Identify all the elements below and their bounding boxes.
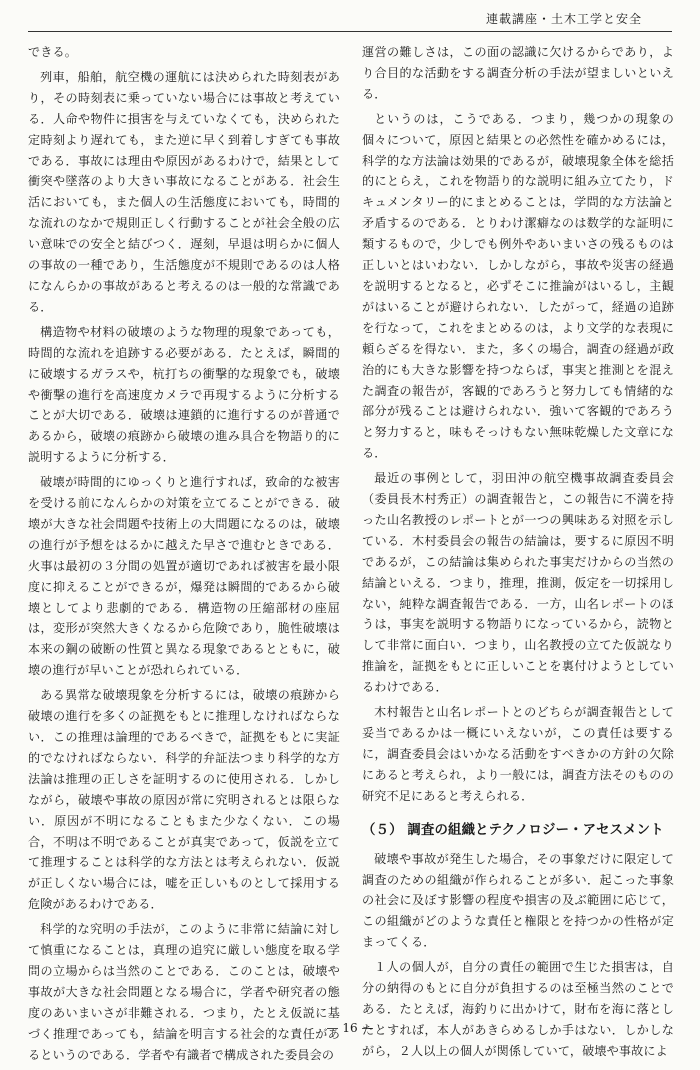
paragraph: 最近の事例として，羽田沖の航空機事故調査委員会（委員長木村秀正）の調査報告と，この報告に不満を持った山名教授のレポートとが一つの興味ある対照を示している．木村委員会の報告の結論は，要するに原因不明であるが，この結論は集められた事実だけからの当然の結論といえる．つまり，推理，推測，仮定を一切採用しない，純粋な調査報告である．一方，山名レポートのほうは，事実を説明する物語りになっているから，読物として非常に面白い．つまり，山名教授の立てた仮説なり推論を，証拠をもとに正しいことを裏付けようとしているわけである． (362, 471, 674, 695)
paragraph: 列車，船舶，航空機の運航には決められた時刻表があり，その時刻表に乗っていない場合には事故と考えている．人命や物件に損害を与えていなくても，決められた定時刻より遅れても，また逆に早く到着しすぎても事故である．事故には理由や原因があるわけで，結果として衝突や墜落のより大きい事故になることがある．社会生活においても，また個人の生活態度においても，時間的な流れのなかで規則正しく行動することが社会全般の広い意味での安全と結びつく．遅刻，早退は明らかに個人の事故の一種であり，生活態度が不規則であるのは人格になんらかの事故があると考えるのは一般的な常識である． (28, 69, 340, 314)
paragraph: 破壊が時間的にゆっくりと進行すれば，致命的な被害を受ける前になんらかの対策を立てることができる．破壊が大きな社会問題や技術上の大問題になるのは，破壊の進行が予想をはるかに越えた早さで進むときである．火事は最初の３分間の処置が適切であれば被害を最小限度に抑えることができるが，爆発は瞬間的であるから破壊としてより悲劇的である．構造物の圧縮部材の座屈は，変形が突然大きくなるから危険であり，脆性破壊は本来の鋼の破断の性質と異なる現象であるとともに，破壊の進行が早いことが恐れられている． (28, 475, 340, 678)
left-column (28, 42, 340, 1070)
paragraph: というのは，こうである．つまり，幾つかの現象の個々について，原因と結果との必然性を確かめるには，科学的な方法論は効果的であるが，破壊現象全体を総括的にとらえ，これを物語り的な説明に組み立てたり，ドキュメンタリー的にまとめることは，学問的な方法論と矛盾するのである．とりわけ潔癖なのは数学的な証明に類するもので，少しでも例外やあいまいさの残るものは正しいとはいわない．しかしながら，事故や災害の経過を説明するとなると，必ずそこに推論がはいるし，主観がはいることが避けられない．したがって，経過の追跡を行なって，これをまとめるのは，より文学的な表現に頼らざるを得ない．また，多くの場合，調査の経過が政治的にも大きな影響を持つならば，事実と推測とを混えた調査の報告が，客観的であろうと努力しても情緒的な部分が残ることは避けられない．強いて客観的であろうと努力すると，味もそっけもない無味乾燥した文章になる． (362, 111, 674, 461)
header-rule (28, 31, 672, 32)
paragraph: ある異常な破壊現象を分析するには，破壊の痕跡から破壊の進行を多くの証拠をもとに推理しなければならない．この推理は論理的であるべきで，証拠をもとに実証的でなければならない．科学的弁証法つまり科学的な方法論は推理の正しさを証明するのに使用される．しかしながら，破壊や事故の原因が常に究明されるとは限らない．原因が不明になることもまた少なくない．この場合，不明は不明であることが真実であって，仮説を立てて推理することは科学的な方法とは考えられない．仮説が正しくない場合には，嘘を正しいものとして採用する危険があるわけである． (28, 688, 340, 912)
paragraph: １人の個人が，自分の責任の範囲で生じた損害は，自分の納得のもとに自分が負担するのは至極当然のことである．たとえば，海釣りに出かけて，財布を海に落としたとすれば，本人があきらめるしか手はない．しかしながら，２人以上の個人が関係していて，破壊や事故によ (362, 960, 674, 1058)
paragraph: できる。 (28, 45, 77, 59)
paragraph: 木村報告と山名レポートとのどちらが調査報告として妥当であるかは一概にいえないが，この責任は要するに，調査委員会はいかなる活動をすべきかの方針の欠除にあると考えられ，より一般には，調査方法そのものの研究不足にあると考えられる． (362, 705, 674, 803)
paragraph: 運営の難しさは，この面の認識に欠けるからであり，より合目的な活動をする調査分析の手法が望ましいといえる． (362, 45, 674, 101)
paragraph: 破壊や事故が発生した場合，その事象だけに限定して調査のための組織が作られることが多い．起こった事象の社会に及ぼす影響の程度や損害の及ぶ範囲に応じて，この組織がどのような責任と権限とを持つかの性格が定まってくる． (362, 851, 674, 950)
right-column-upper (362, 42, 674, 807)
right-column (362, 42, 674, 1066)
paragraph: 科学的な究明の手法が，このように非常に結論に対して慎重になることは，真理の追究に厳しい態度を取る学問の立場からは当然のことである．このことは，破壊や事故が大きな社会問題となる場合に，学者や研究者の態度のあいまいさが非難される．つまり，たとえ仮説に基づく推理であっても，結論を明言する社会的な責任があるというのである．学者や有識者で構成された委員会の (28, 922, 340, 1062)
section-heading: （５） 調査の組織とテクノロジー・アセスメント (362, 822, 664, 838)
page-number: — 16 — (326, 1021, 374, 1035)
running-header: 連載講座・土木工学と安全 (485, 12, 642, 26)
paragraph: 構造物や材料の破壊のような物理的現象であっても，時間的な流れを追跡する必要がある．たとえば，瞬間的に破壊するガラスや，杭打ちの衝撃的な現象でも，破壊や衝撃の進行を高速度カメラで再現するように分析することが大切である．破壊は連鎖的に進行するのが普通であるから，破壊の痕跡から破壊の進み具合を物語り的に説明するように分析する． (28, 324, 340, 465)
